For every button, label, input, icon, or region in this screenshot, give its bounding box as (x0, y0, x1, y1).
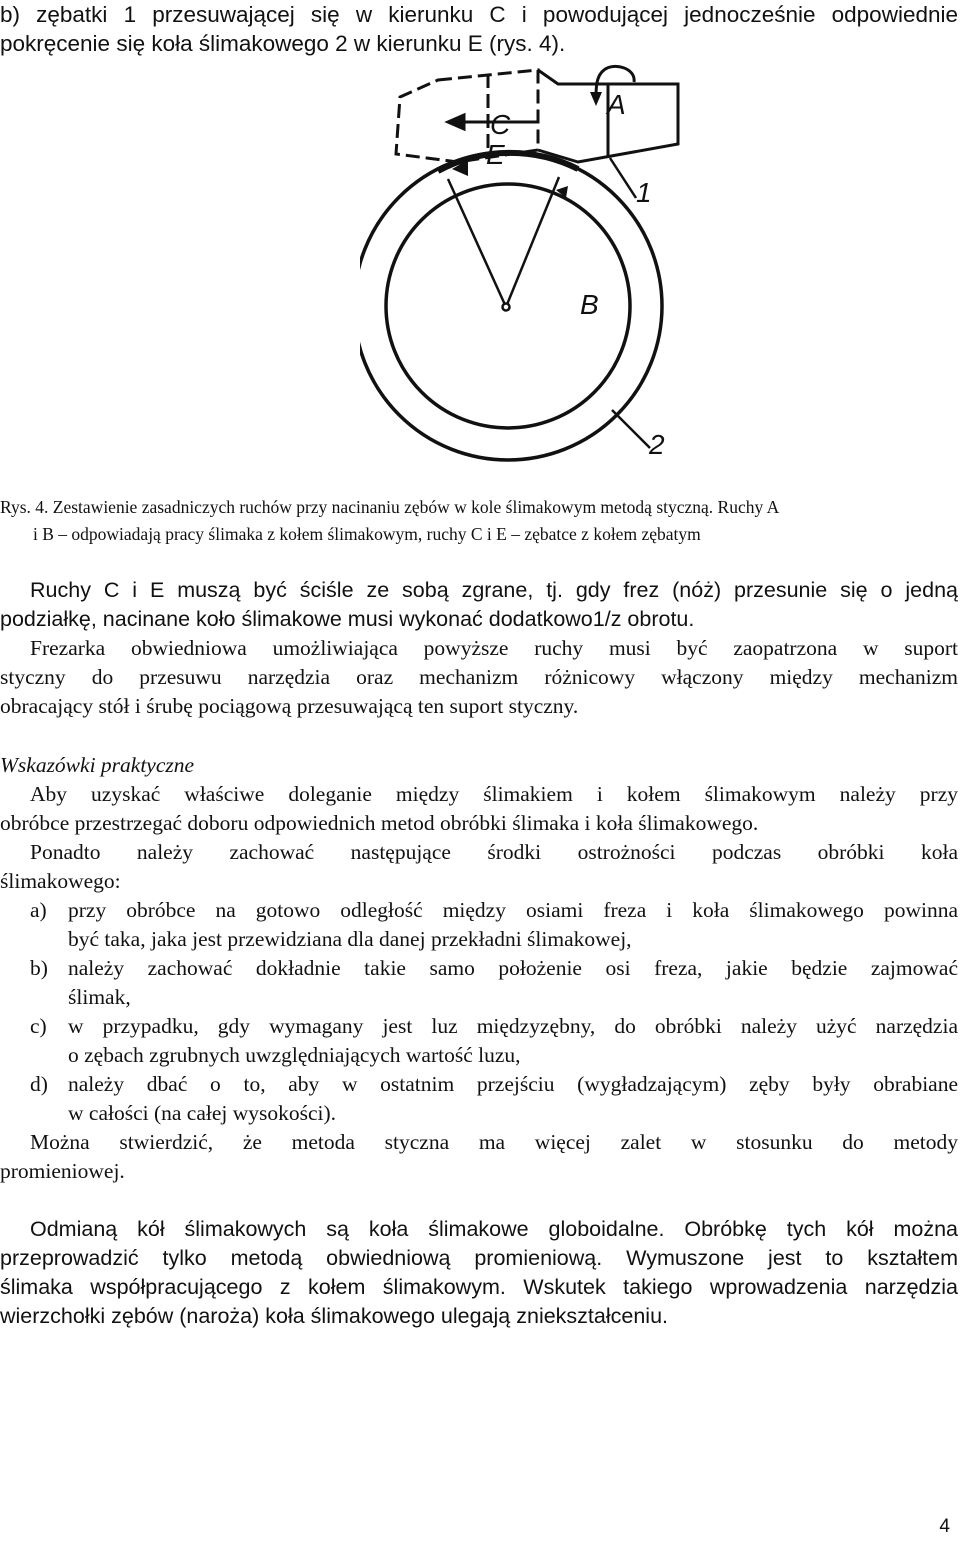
paragraph-sync-movements (0, 576, 958, 634)
figure-worm-wheel-diagram (360, 62, 720, 472)
text-line: być taka, jaka jest przewidziana dla danej przekładni ślimakowej, (68, 927, 632, 951)
text-line: obracający stół i śrubę pociągową przesuwającą ten suport styczny. (0, 694, 579, 718)
list-item (0, 954, 958, 1012)
wheel-center-point (503, 304, 510, 311)
text-line: ślimakowego: (0, 869, 121, 893)
label-1: 1 (636, 177, 652, 208)
rack-block-left (396, 70, 538, 162)
label-B: B (580, 289, 599, 320)
label-C: C (490, 109, 511, 140)
text-line: b) zębatki 1 przesuwającej się w kierunku C i powodującej jednocześnie odpowiednie (0, 2, 958, 27)
list-item (0, 1012, 958, 1070)
text-line: w całości (na całej wysokości). (68, 1101, 337, 1125)
text-line: styczny do przesuwu narzędzia oraz mechanizm różnicowy włączony między mechanizm (0, 665, 958, 689)
arrow-a-head (590, 92, 602, 106)
text-line: pokręcenie się koła ślimakowego 2 w kierunku E (rys. 4). (0, 31, 566, 56)
caption-line: i B – odpowiadają pracy ślimaka z kołem ślimakowym, ruchy C i E – zębatce z kołem zębatym (33, 524, 701, 544)
label-A: A (607, 89, 626, 120)
top-paragraph (0, 0, 958, 58)
text-line: należy dbać o to, aby w ostatnim przejściu (wygładzającym) zęby były obrabiane (68, 1072, 958, 1096)
caption-line: Rys. 4. Zestawienie zasadniczych ruchów przy nacinaniu zębów w kole ślimakowym metodą styczną. Ruchy A (0, 497, 780, 517)
list-label: b) (30, 956, 48, 980)
figure-caption (0, 494, 958, 548)
page-number: 4 (939, 1516, 950, 1537)
list-item (0, 1070, 958, 1128)
radius-line-left (448, 179, 506, 307)
paragraph-proper-contact (0, 780, 958, 838)
text-line: przy obróbce na gotowo odległość między osiami freza i koła ślimakowego powinna (68, 898, 958, 922)
text-line: Aby uzyskać właściwe doleganie między ślimakiem i kołem ślimakowym należy przy (30, 782, 958, 806)
paragraph-hobbing-machine (0, 634, 958, 721)
text-line: w przypadku, gdy wymagany jest luz międzyzębny, do obróbki należy użyć narzędzia (68, 1014, 958, 1038)
section-heading (0, 751, 958, 780)
text-line: należy zachować dokładnie takie samo położenie osi freza, jakie będzie zajmować (68, 956, 958, 980)
text-line: ślimaka współpracującego z kołem ślimakowym. Wskutek takiego wprowadzenia narzędzia (0, 1275, 958, 1299)
list-item (0, 896, 958, 954)
text-line: Można stwierdzić, że metoda styczna ma więcej zalet w stosunku do metody (30, 1130, 958, 1154)
radius-line-right (506, 177, 559, 307)
arrow-c-head (448, 115, 464, 129)
paragraph-tangent-advantages (0, 1128, 958, 1186)
text-line: Frezarka obwiedniowa umożliwiająca powyższe ruchy musi być zaopatrzona w suport (30, 636, 958, 660)
text-line: przeprowadzić tylko metodą obwiedniową promieniową. Wymuszone jest to kształtem (0, 1246, 958, 1270)
label-2: 2 (649, 429, 665, 460)
text-line: promieniowej. (0, 1159, 125, 1183)
paragraph-globoidal-wheels (0, 1215, 958, 1331)
list-label: d) (30, 1072, 48, 1096)
text-line: Ponadto należy zachować następujące środki ostrożności podczas obróbki koła (30, 840, 958, 864)
text-line: obróbce przestrzegać doboru odpowiednich metod obróbki ślimaka i koła ślimakowego. (0, 811, 759, 835)
list-label: c) (30, 1014, 47, 1038)
text-line: podziałkę, nacinane koło ślimakowe musi wykonać dodatkowo1/z obrotu. (0, 607, 695, 631)
text-line: ślimak, (68, 985, 131, 1009)
text-line: wierzchołki zębów (naroża) koła ślimakowego ulegają zniekształceniu. (0, 1304, 669, 1328)
label-E: E (486, 139, 505, 170)
paragraph-precautions (0, 838, 958, 896)
text-line: Odmianą kół ślimakowych są koła ślimakowe globoidalne. Obróbkę tych kół można (30, 1217, 958, 1241)
text-line: o zębach zgrubnych uwzględniających wartość luzu, (68, 1043, 521, 1067)
text-line: Ruchy C i E muszą być ściśle ze sobą zgrane, tj. gdy frez (nóż) przesunie się o jedną (30, 578, 958, 602)
heading-text: Wskazówki praktyczne (0, 753, 195, 777)
list-label: a) (30, 898, 47, 922)
